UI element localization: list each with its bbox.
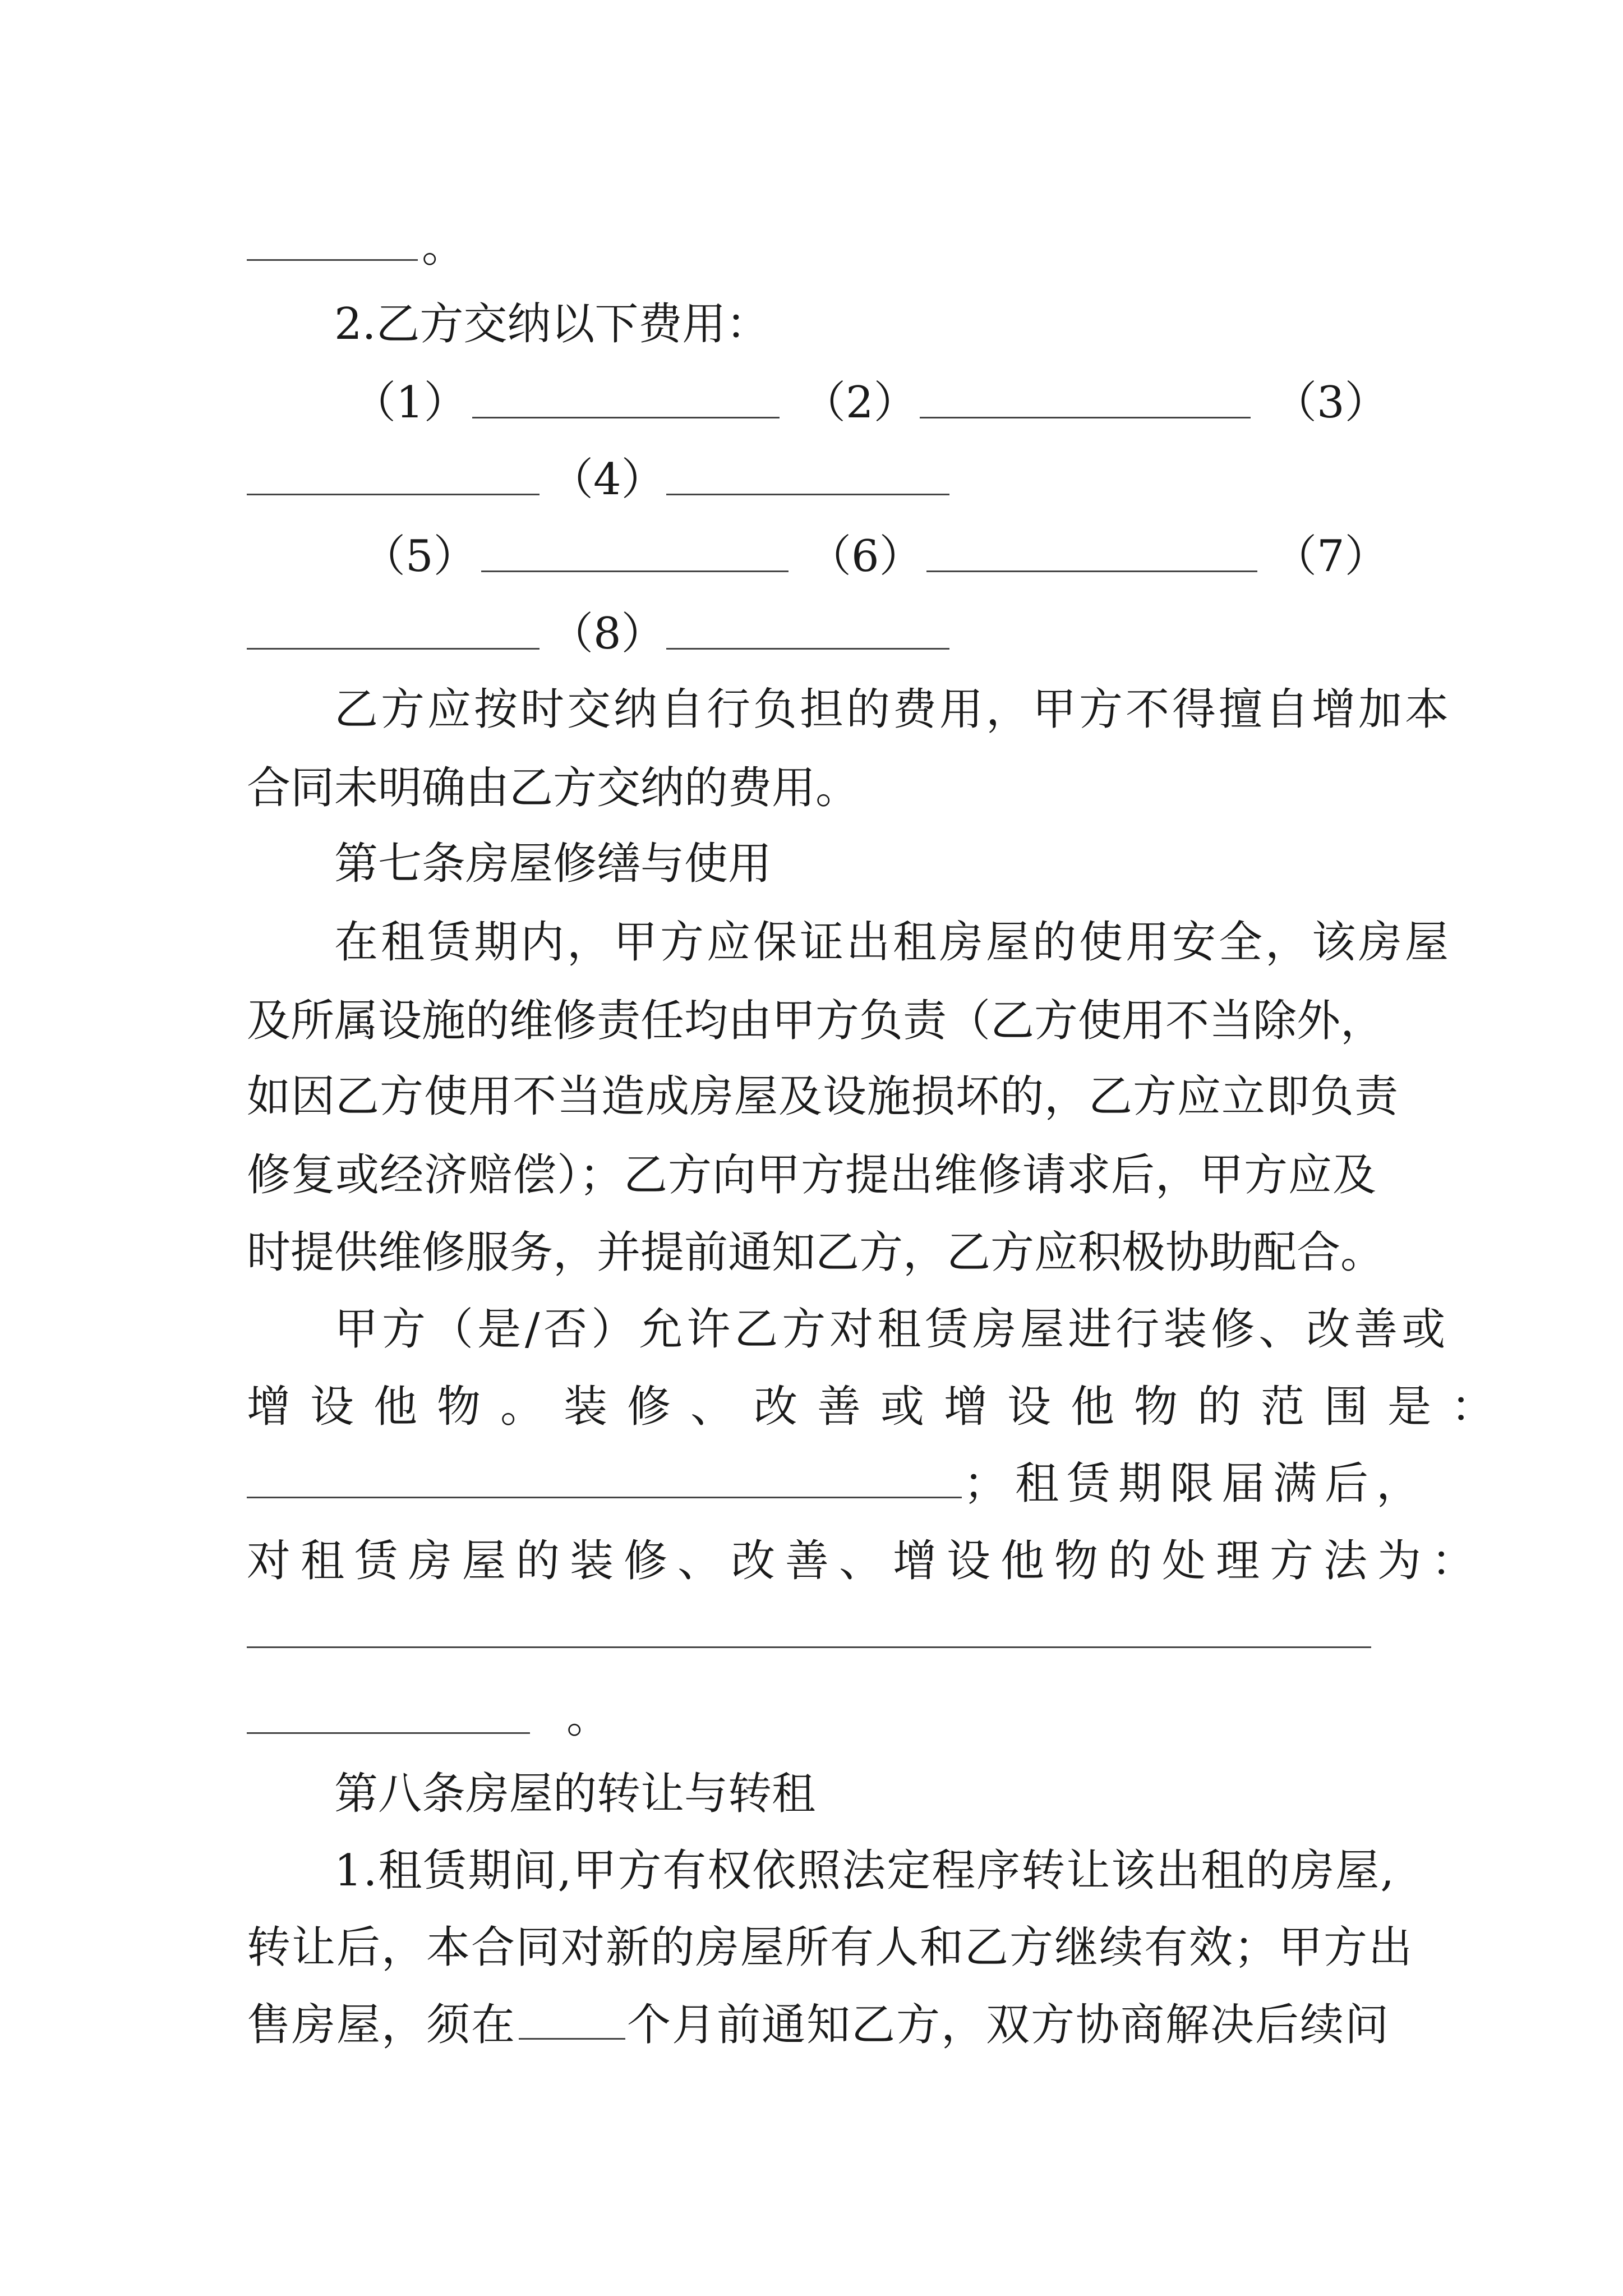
fee-label-2: （2） [802, 378, 917, 428]
article-8-title: 第八条房屋的转让与转租 [334, 1769, 816, 1819]
art7-p1-line-1: 在租赁期内，甲方应保证出租房屋的使用安全，该房屋 [334, 917, 1452, 968]
handling-method-blank-2[interactable] [247, 1732, 530, 1734]
art7-p1-line-3: 如因乙方使用不当造成房屋及设施损坏的，乙方应立即负责 [247, 1071, 1399, 1122]
art7-p1-line-4: 修复或经济赔偿）；乙方向甲方提出维修请求后，甲方应及 [247, 1150, 1377, 1200]
fee-blank-7[interactable] [247, 648, 540, 650]
handling-method-blank-1[interactable] [247, 1646, 1371, 1648]
fee-blank-5[interactable] [481, 570, 789, 572]
fee-blank-6[interactable] [926, 570, 1257, 572]
article-7-title: 第七条房屋修缮与使用 [334, 839, 772, 889]
renovation-scope-blank[interactable] [247, 1497, 962, 1498]
fee-label-4: （4） [550, 454, 665, 505]
art7-p2-line-1: 甲方（是/否）允许乙方对租赁房屋进行装修、改善或 [334, 1304, 1450, 1355]
art7-p2-line-4: 对租赁房屋的装修、改善、增设他物的处理方法为： [247, 1536, 1486, 1586]
art8-p1-line-1: 1.租赁期间,甲方有权依照法定程序转让该出租的房屋, [334, 1846, 1396, 1896]
art7-p1-line-5: 时提供维修服务，并提前通知乙方，乙方应积极协助配合。 [247, 1227, 1385, 1278]
para-fees-line-2: 合同未明确由乙方交纳的费用。 [247, 763, 860, 813]
period: 。 [422, 222, 466, 272]
fee-blank-8[interactable] [666, 648, 949, 650]
fee-label-3: （3） [1273, 378, 1389, 428]
notice-months-blank[interactable] [519, 2038, 625, 2040]
fee-blank-1[interactable] [472, 417, 780, 418]
art7-p2-line-3: ；租赁期限届满后， [963, 1458, 1428, 1509]
art8-p1-line-2: 转让后，本合同对新的房屋所有人和乙方继续有效；甲方出 [247, 1922, 1414, 1973]
fee-label-7: （7） [1273, 531, 1389, 582]
fill-blank[interactable] [247, 259, 418, 261]
para-fees-line-1: 乙方应按时交纳自行负担的费用，甲方不得擅自增加本 [334, 684, 1452, 735]
fee-blank-4[interactable] [666, 494, 949, 495]
art7-p2-line-2: 增设他物。装修、改善或增设他物的范围是： [247, 1382, 1515, 1432]
fee-label-8: （8） [550, 609, 665, 659]
item-2-intro: 2.乙方交纳以下费用： [334, 299, 770, 349]
fee-blank-3[interactable] [247, 494, 540, 495]
period-2: 。 [566, 1692, 611, 1743]
art8-p1-line-3b: 个月前通知乙方，双方协商解决后续问 [627, 2000, 1390, 2050]
art7-p1-line-2: 及所属设施的维修责任均由甲方负责（乙方使用不当除外， [247, 996, 1385, 1046]
art8-p1-line-3a: 售房屋，须在 [247, 2000, 517, 2050]
fee-label-1: （1） [352, 378, 468, 428]
fee-blank-2[interactable] [920, 417, 1251, 418]
fee-label-5: （5） [362, 531, 477, 582]
fee-label-6: （6） [808, 531, 923, 582]
